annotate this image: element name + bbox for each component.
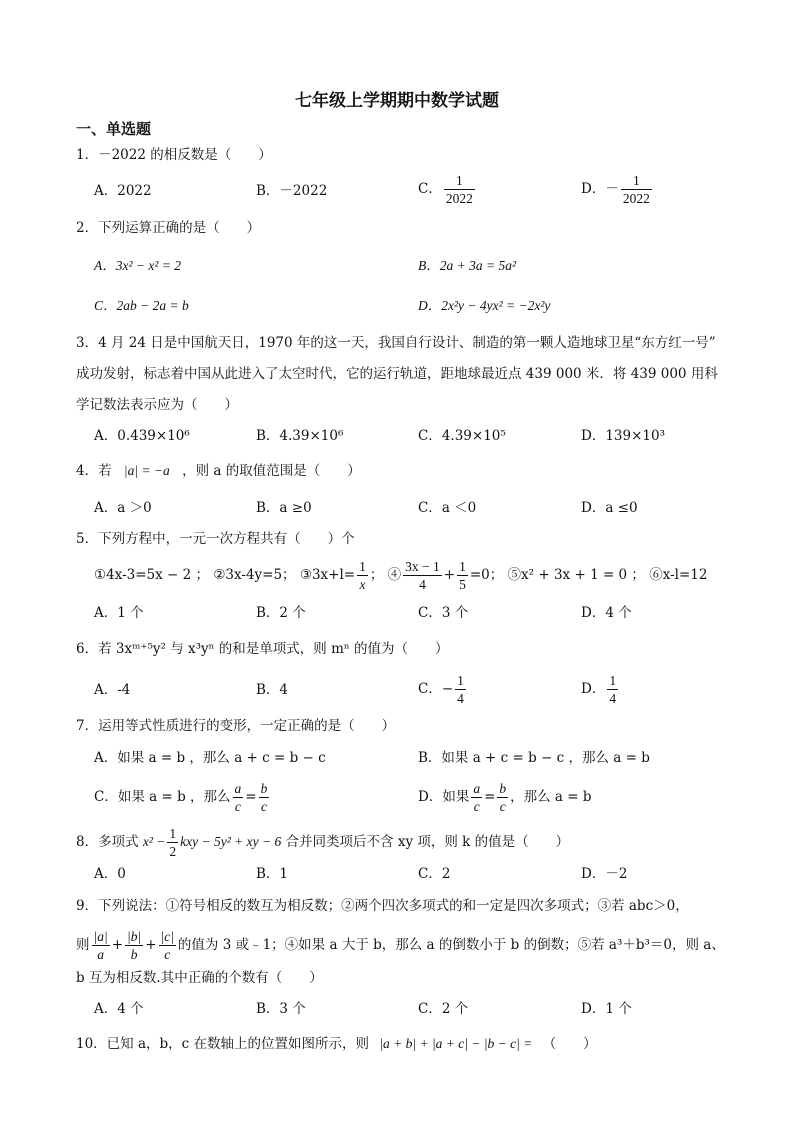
q3-option-a[interactable]: A．0.439×10⁶ bbox=[94, 428, 190, 444]
q3-option-d[interactable]: D．139×10³ bbox=[581, 428, 665, 444]
q5-eq4-fraction1: $\frac{3x - 1}{4}$ bbox=[405, 559, 440, 592]
q8-poly-fraction: $\frac{1}{2}$ bbox=[169, 826, 177, 859]
q3-stem-line1: 3．4 月 24 日是中国航天日，1970 年的这一天，我国自行设计、制造的第一颗人造地球卫星“东方红一号” bbox=[76, 335, 716, 351]
q5-eq2: ②3x-4y=5； bbox=[213, 567, 296, 583]
q6-option-c-fraction: $\frac{1}{4}$ bbox=[457, 673, 464, 706]
q8-option-b[interactable]: B．1 bbox=[256, 866, 289, 882]
q8-stem-suffix: 合并同类项后不含 xy 项，则 k 的值是（ ） bbox=[285, 834, 570, 850]
q2-option-d[interactable]: D．2x²y − 4yx² = −2x²y bbox=[418, 298, 551, 313]
q9-option-a[interactable]: A．4 个 bbox=[94, 1001, 144, 1017]
q5-eq3: ③3x+l= bbox=[299, 567, 356, 583]
q7-option-c-frac2: $\frac{b}{c}$ bbox=[260, 781, 268, 814]
q1-option-d[interactable] bbox=[581, 172, 654, 207]
q7-option-a[interactable]: A．如果 a = b ，那么 a + c = b − c bbox=[94, 750, 326, 766]
q2-option-c[interactable]: C．2ab − 2a = b bbox=[94, 298, 189, 313]
q6-option-d[interactable] bbox=[581, 672, 620, 707]
q7-option-d-end: ，那么 a = b bbox=[510, 789, 592, 805]
q2-option-b[interactable]: B．2a + 3a = 5a² bbox=[418, 258, 517, 273]
q8-option-d[interactable]: D．－2 bbox=[581, 866, 628, 882]
q5-eq1: ①4x-3=5x − 2 ； bbox=[94, 567, 210, 583]
q1-option-c[interactable] bbox=[418, 172, 477, 207]
q7-option-b[interactable]: B．如果 a + c = b − c ，那么 a = b bbox=[418, 750, 650, 766]
q10-stem-math: |a + b| + |a + c| − |b − c| = bbox=[379, 1036, 533, 1051]
q8-stem-prefix: 8．多项式 bbox=[76, 834, 139, 850]
q3-option-b[interactable]: B．4.39×10⁶ bbox=[256, 428, 344, 444]
q7-option-c-text: C．如果 a = b ，那么 bbox=[94, 789, 231, 805]
q4-option-d[interactable]: D．a ≤0 bbox=[581, 500, 638, 516]
q6-option-a[interactable]: A．-4 bbox=[94, 682, 131, 698]
q10-stem-suffix: （ ） bbox=[542, 1036, 597, 1052]
q3-stem-line3: 学记数法表示应为（ ） bbox=[76, 397, 238, 413]
q8-option-c[interactable]: C．2 bbox=[418, 866, 451, 882]
q1-option-c-fraction: $\frac{1}{2022}$ bbox=[445, 173, 473, 206]
q7-option-c-eq: = bbox=[245, 789, 257, 805]
q9-option-d[interactable]: D．1 个 bbox=[581, 1001, 632, 1017]
q10-stem bbox=[76, 1034, 597, 1054]
q5-option-c[interactable]: C．3 个 bbox=[418, 605, 469, 621]
q1-option-b[interactable]: B．－2022 bbox=[256, 183, 328, 199]
q1-option-d-fraction: $\frac{1}{2022}$ bbox=[622, 173, 650, 206]
q10-stem-prefix: 10．已知 a，b，c 在数轴上的位置如图所示，则 bbox=[76, 1036, 370, 1052]
q1-option-d-label: D．－ bbox=[581, 181, 619, 197]
q5-eq4: ④ bbox=[387, 567, 402, 583]
q7-option-c-frac1: $\frac{a}{c}$ bbox=[234, 781, 242, 814]
q4-stem-prefix: 4．若 bbox=[76, 463, 112, 479]
q5-eq3-end: ； bbox=[369, 567, 384, 583]
q5-eq4-end: =0； bbox=[469, 567, 504, 583]
q9-line2-prefix: 则 bbox=[76, 937, 90, 953]
section-heading: 一、单选题 bbox=[76, 120, 152, 138]
q9-stem-line1: 9．下列说法：①符号相反的数互为相反数；②两个四次多项式的和一定是四次多项式；③若 abc＞0， bbox=[76, 898, 689, 914]
q5-eq4-fraction2: $\frac{1}{5}$ bbox=[459, 559, 466, 592]
q6-stem: 6．若 3xᵐ⁺⁵y² 与 x³yⁿ 的和是单项式，则 mⁿ 的值为（ ） bbox=[76, 641, 449, 657]
q6-option-c-label: C．− bbox=[418, 681, 454, 697]
q4-stem bbox=[76, 461, 361, 481]
q9-stem-line2: 则 $\frac{|a|}{a}$ + $\frac{|b|}{b}$ + $\frac{|c|}{c}$ 的值为 3 或﹣1；④如果 a 大于 b，那么 a 的倒数小于 b 的倒数；⑤若 a³＋b³＝0，则 a、 bbox=[76, 929, 725, 962]
q9-option-c[interactable]: C．2 个 bbox=[418, 1001, 469, 1017]
q2-option-a[interactable]: A．3x² − x² = 2 bbox=[94, 258, 182, 273]
q3-option-c[interactable]: C．4.39×10⁵ bbox=[418, 428, 506, 444]
q4-stem-suffix: ，则 a 的取值范围是（ ） bbox=[182, 463, 361, 479]
q5-option-b[interactable]: B．2 个 bbox=[256, 605, 306, 621]
q6-option-d-label: D． bbox=[581, 681, 606, 697]
q7-option-c[interactable] bbox=[94, 780, 271, 815]
q5-option-a[interactable]: A．1 个 bbox=[94, 605, 144, 621]
q7-option-d-eq: = bbox=[484, 789, 496, 805]
q8-stem bbox=[76, 825, 569, 860]
q7-option-d-frac2: $\frac{b}{c}$ bbox=[499, 781, 507, 814]
q5-equations bbox=[94, 558, 707, 593]
q5-eq3-fraction: $\frac{1}{x}$ bbox=[359, 559, 366, 592]
q5-option-d[interactable]: D．4 个 bbox=[581, 605, 632, 621]
q6-option-d-fraction: $\frac{1}{4}$ bbox=[609, 673, 617, 706]
q4-option-b[interactable]: B．a ≥0 bbox=[256, 500, 312, 516]
q4-stem-math: |a| = −a bbox=[123, 463, 170, 478]
q3-stem-line2: 成功发射，标志着中国从此进入了太空时代，它的运行轨道，距地球最近点 439 000 米．将 439 000 用科 bbox=[76, 366, 718, 382]
q6-option-c[interactable] bbox=[418, 672, 468, 707]
q9-line2-suffix: 的值为 3 或﹣1；④如果 a 大于 b，那么 a 的倒数小于 b 的倒数；⑤若 a³＋b³＝0，则 a、 bbox=[177, 937, 725, 953]
q9-frac-a: $\frac{|a|}{a}$ bbox=[93, 929, 108, 962]
q4-option-c[interactable]: C．a ＜0 bbox=[418, 500, 477, 516]
q5-eq5: ⑤x² + 3x + 1 = 0 ； bbox=[507, 567, 645, 583]
q7-stem: 7．运用等式性质进行的变形，一定正确的是（ ） bbox=[76, 718, 396, 734]
q8-poly-end: kxy − 5y² + xy − 6 bbox=[180, 834, 282, 849]
q5-eq6: ⑥x-l=12 bbox=[649, 567, 708, 583]
q1-stem: 1．－2022 的相反数是（ ） bbox=[76, 147, 272, 163]
q1-option-a[interactable]: A．2022 bbox=[94, 183, 152, 199]
q8-poly-start: x² − bbox=[142, 834, 166, 849]
q6-option-b[interactable]: B．4 bbox=[256, 682, 289, 698]
q5-stem: 5．下列方程中，一元一次方程共有（ ）个 bbox=[76, 531, 355, 547]
q5-eq4-plus: + bbox=[443, 567, 456, 583]
q4-option-a[interactable]: A．a ＞0 bbox=[94, 500, 152, 516]
q7-option-d-frac1: $\frac{a}{c}$ bbox=[473, 781, 481, 814]
q9-stem-line3: b 互为相反数.其中正确的个数有（ ） bbox=[76, 970, 323, 986]
q9-frac-c: $\frac{|c|}{c}$ bbox=[160, 929, 174, 962]
q9-option-b[interactable]: B．3 个 bbox=[256, 1001, 306, 1017]
q8-option-a[interactable]: A．0 bbox=[94, 866, 126, 882]
q2-stem: 2．下列运算正确的是（ ） bbox=[76, 220, 261, 236]
q7-option-d[interactable] bbox=[418, 780, 592, 815]
q7-option-d-text: D．如果 bbox=[418, 789, 470, 805]
page-title: 七年级上学期期中数学试题 bbox=[295, 91, 499, 111]
q1-option-c-label: C． bbox=[418, 181, 442, 197]
q9-frac-b: $\frac{|b|}{b}$ bbox=[127, 929, 142, 962]
